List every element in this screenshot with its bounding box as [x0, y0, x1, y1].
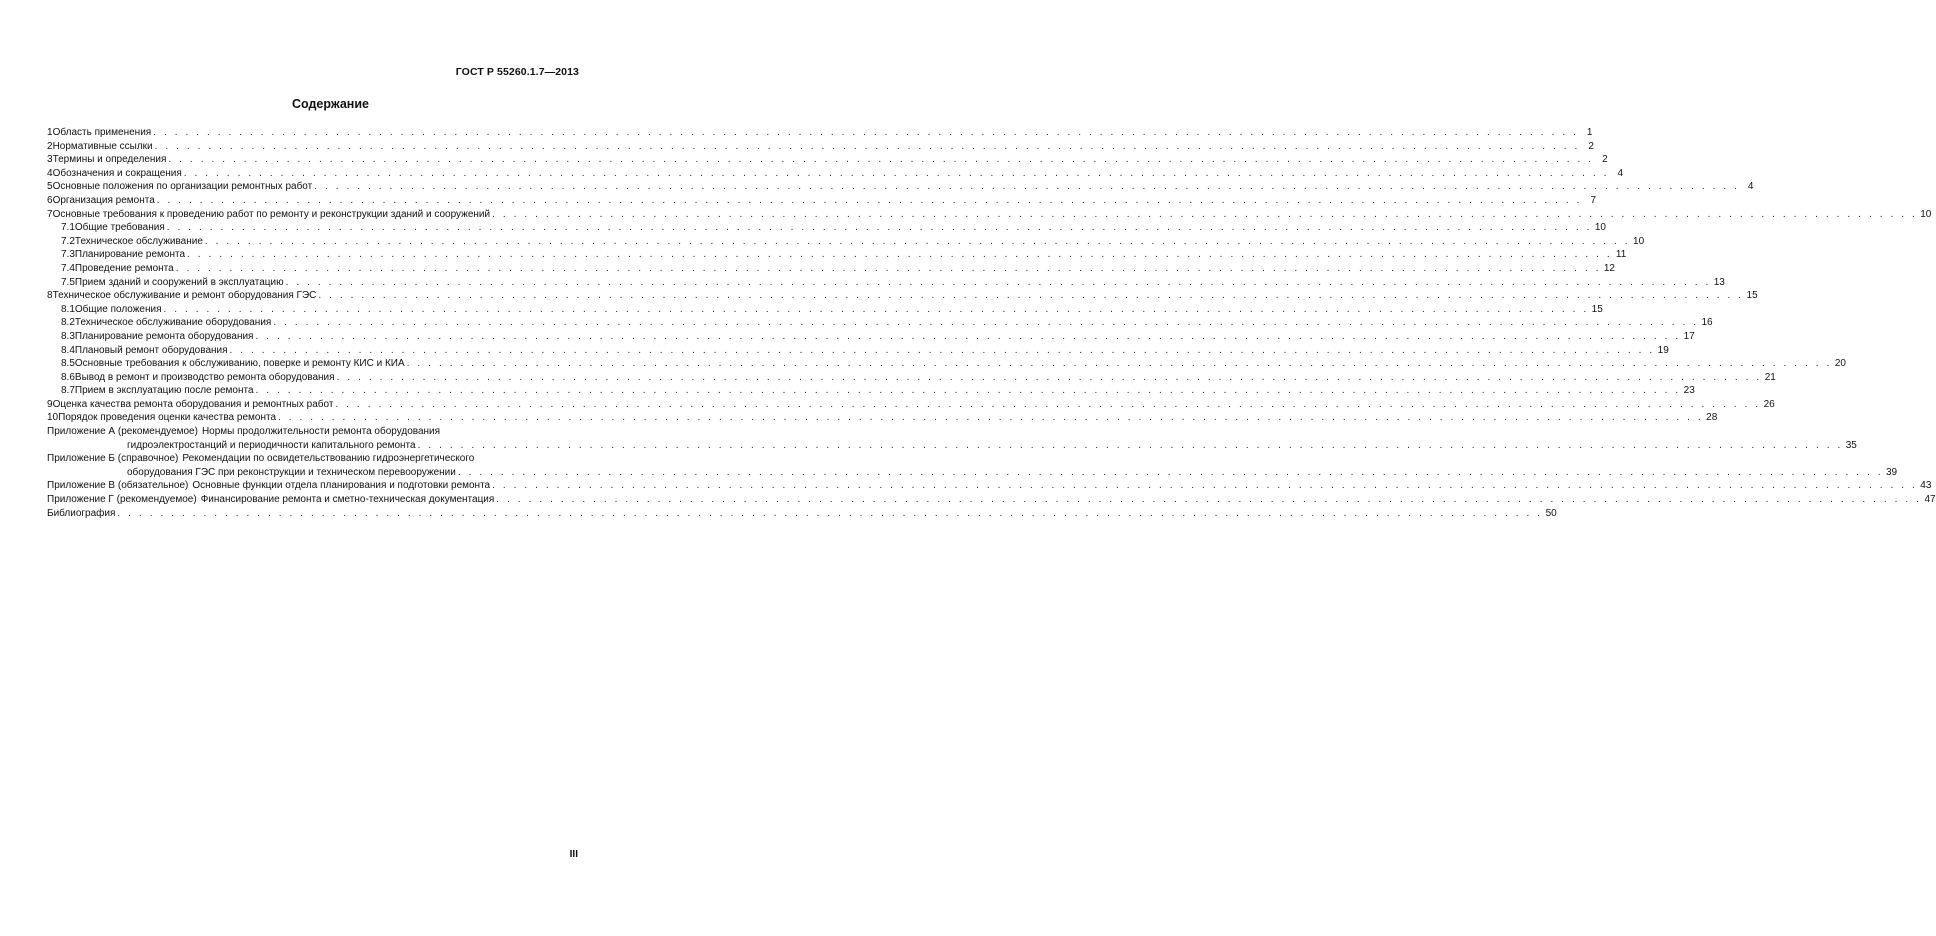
- toc-entry-2[interactable]: [47, 140, 1594, 154]
- toc-page: 47: [1924, 494, 1936, 506]
- leader-dots: [458, 466, 1883, 480]
- toc-text: Оценка качества ремонта оборудования и ремонтных работ: [52, 398, 334, 410]
- toc-text: Проведение ремонта: [74, 262, 174, 274]
- toc-entry-7-5[interactable]: [47, 276, 1725, 290]
- leader-dots: [496, 493, 1921, 507]
- toc-num: 10: [47, 412, 59, 424]
- leader-dots: [164, 303, 1589, 317]
- page-number: III: [569, 849, 578, 860]
- toc-page: 23: [1683, 385, 1695, 397]
- toc-num: 8.3: [61, 330, 75, 342]
- toc-page: 28: [1706, 412, 1718, 424]
- appendix-label: Приложение В (обязательное): [47, 480, 189, 492]
- toc-page: 17: [1683, 330, 1695, 342]
- toc-text: Прием в эксплуатацию после ремонта: [74, 385, 254, 397]
- toc-entry-3[interactable]: [47, 153, 1608, 167]
- leader-dots: [205, 235, 1630, 249]
- toc-text: Организация ремонта: [52, 194, 155, 206]
- toc-text: Техническое обслуживание: [74, 235, 203, 247]
- toc-entry-8-5[interactable]: [47, 357, 1846, 371]
- toc-text: Техническое обслуживание оборудования: [74, 317, 272, 329]
- toc-page: 20: [1834, 358, 1846, 370]
- toc-num: 8.2: [61, 317, 75, 329]
- toc-entry-7-2[interactable]: [47, 235, 1645, 249]
- toc-entry-5[interactable]: [47, 180, 1754, 194]
- toc-num: 8.4: [61, 344, 75, 356]
- toc-num: 3: [47, 154, 53, 166]
- toc-num: 7.2: [61, 235, 75, 247]
- toc-text: Термины и определения: [52, 154, 167, 166]
- toc-entry-6[interactable]: [47, 194, 1597, 208]
- toc-num: 8.1: [61, 303, 75, 315]
- toc-text: Плановый ремонт оборудования: [74, 344, 228, 356]
- toc-entry-7[interactable]: [47, 208, 1932, 222]
- toc-page: 13: [1713, 276, 1725, 288]
- toc-page: 10: [1594, 222, 1606, 234]
- toc-num: 8.5: [61, 358, 75, 370]
- appendix-title: Финансирование ремонта и сметно-техническая документация: [200, 494, 495, 506]
- leader-dots: [117, 507, 1542, 521]
- toc-page: 15: [1746, 290, 1758, 302]
- toc-text: Порядок проведения оценки качества ремонта: [58, 412, 277, 424]
- toc-page: 21: [1764, 371, 1776, 383]
- toc-text: Основные требования к обслуживанию, поверке и ремонту КИС и КИА: [74, 358, 405, 370]
- leader-dots: [176, 262, 1601, 276]
- toc-page: 7: [1590, 194, 1597, 206]
- toc-page: 35: [1845, 439, 1857, 451]
- toc-num: 1: [47, 127, 53, 138]
- leader-dots: [314, 180, 1739, 194]
- leader-dots: [167, 221, 1592, 235]
- toc-num: 7.1: [61, 222, 75, 234]
- toc-page: 50: [1545, 507, 1557, 519]
- toc-num: 8.7: [61, 385, 75, 397]
- toc-page: 2: [1602, 154, 1608, 166]
- toc-text: Вывод в ремонт и производство ремонта оборудования: [74, 371, 335, 383]
- toc-num: 7: [47, 208, 53, 220]
- appendix-title: Основные функции отдела планирования и подготовки ремонта: [192, 480, 491, 492]
- leader-dots: [256, 384, 1681, 398]
- leader-dots: [168, 153, 1593, 167]
- leader-dots: [255, 330, 1680, 344]
- toc-text: Прием зданий и сооружений в эксплуатацию: [74, 276, 284, 288]
- toc-page: 26: [1763, 398, 1775, 410]
- leader-dots: [153, 126, 1578, 140]
- toc-num: 8.6: [61, 371, 75, 383]
- toc-page: 43: [1920, 480, 1932, 492]
- toc-entry-10[interactable]: [47, 411, 1718, 425]
- toc-num: 2: [47, 140, 53, 152]
- leader-dots: [337, 371, 1762, 385]
- toc-entry-8-3[interactable]: [47, 330, 1695, 344]
- toc-num: 5: [47, 181, 53, 193]
- leader-dots: [278, 411, 1703, 425]
- leader-dots: [407, 357, 1832, 371]
- toc-entry-8-6[interactable]: [47, 371, 1776, 385]
- toc-bibliography[interactable]: [47, 507, 1557, 521]
- appendix-title: Рекомендации по освидетельствованию гидроэнергетического: [182, 453, 475, 465]
- toc-text: Общие требования: [74, 222, 165, 234]
- toc-text: Планирование ремонта: [74, 249, 186, 261]
- leader-dots: [418, 439, 1843, 453]
- toc-page: 2: [1588, 140, 1594, 152]
- toc-entry-8-7[interactable]: [47, 384, 1695, 398]
- toc-appendix-b[interactable]: [47, 452, 1898, 479]
- toc-page: 19: [1657, 344, 1669, 356]
- appendix-label: Приложение А (рекомендуемое): [47, 426, 198, 438]
- toc-page: 4: [1617, 167, 1624, 179]
- appendix-title-cont: гидроэлектростанций и периодичности капитального ремонта: [127, 439, 416, 451]
- toc-num: 8: [47, 290, 53, 302]
- leader-dots: [492, 479, 1917, 493]
- toc-text: Область применения: [52, 127, 152, 138]
- leader-dots: [230, 344, 1655, 358]
- toc-entry-7-3[interactable]: [47, 248, 1627, 262]
- appendix-label: Приложение Б (справочное): [47, 453, 179, 465]
- toc-text: Техническое обслуживание и ремонт оборудования ГЭС: [52, 290, 317, 302]
- toc-num: 7.5: [61, 276, 75, 288]
- toc-text: Планирование ремонта оборудования: [74, 330, 254, 342]
- leader-dots: [187, 248, 1612, 262]
- toc-num: 4: [47, 167, 53, 179]
- toc-page: 10: [1633, 235, 1645, 247]
- page-title: Содержание: [291, 97, 369, 111]
- appendix-title: Нормы продолжительности ремонта оборудования: [201, 426, 441, 438]
- toc-appendix-a[interactable]: [47, 425, 1857, 452]
- toc-page: 12: [1603, 262, 1615, 274]
- toc-num: 7.3: [61, 249, 75, 261]
- leader-dots: [335, 398, 1760, 412]
- toc-entry-8-4[interactable]: [47, 344, 1669, 358]
- leader-dots: [273, 316, 1698, 330]
- toc-entry-1[interactable]: [47, 126, 1593, 140]
- toc-num: 6: [47, 194, 53, 206]
- toc-page: 11: [1615, 249, 1627, 261]
- toc-page: 1: [1586, 127, 1593, 138]
- toc-text: Библиография: [47, 507, 116, 519]
- toc-appendix-v[interactable]: [47, 479, 1932, 493]
- table-of-contents: [47, 126, 1936, 520]
- toc-page: 4: [1747, 181, 1754, 193]
- toc-text: Общие положения: [74, 303, 162, 315]
- toc-page: 10: [1920, 208, 1932, 220]
- toc-entry-7-4[interactable]: [47, 262, 1615, 276]
- appendix-label: Приложение Г (рекомендуемое): [47, 494, 197, 506]
- leader-dots: [492, 208, 1917, 222]
- toc-entry-9[interactable]: [47, 398, 1775, 412]
- toc-num: 7.4: [61, 262, 75, 274]
- toc-entry-4[interactable]: [47, 167, 1624, 181]
- toc-num: 9: [47, 398, 53, 410]
- leader-dots: [286, 276, 1711, 290]
- toc-page: 15: [1591, 303, 1603, 315]
- appendix-title-cont: оборудования ГЭС при реконструкции и техническом перевооружении: [127, 466, 456, 478]
- toc-text: Основные требования к проведению работ по ремонту и реконструкции зданий и сооружений: [52, 208, 491, 220]
- standard-code: ГОСТ Р 55260.1.7—2013: [455, 66, 579, 78]
- toc-text: Основные положения по организации ремонтных работ: [52, 181, 313, 193]
- toc-page: 39: [1885, 466, 1898, 478]
- toc-text: Нормативные ссылки: [52, 140, 153, 152]
- toc-entry-7-1[interactable]: [47, 221, 1606, 235]
- toc-appendix-g[interactable]: [47, 493, 1936, 507]
- toc-entry-8-1[interactable]: [47, 303, 1603, 317]
- toc-entry-8[interactable]: [47, 289, 1758, 303]
- toc-entry-8-2[interactable]: [47, 316, 1713, 330]
- toc-text: Обозначения и сокращения: [52, 167, 182, 179]
- leader-dots: [157, 194, 1582, 208]
- leader-dots: [318, 289, 1743, 303]
- leader-dots: [155, 140, 1580, 154]
- toc-page: 16: [1701, 317, 1713, 329]
- leader-dots: [184, 167, 1609, 181]
